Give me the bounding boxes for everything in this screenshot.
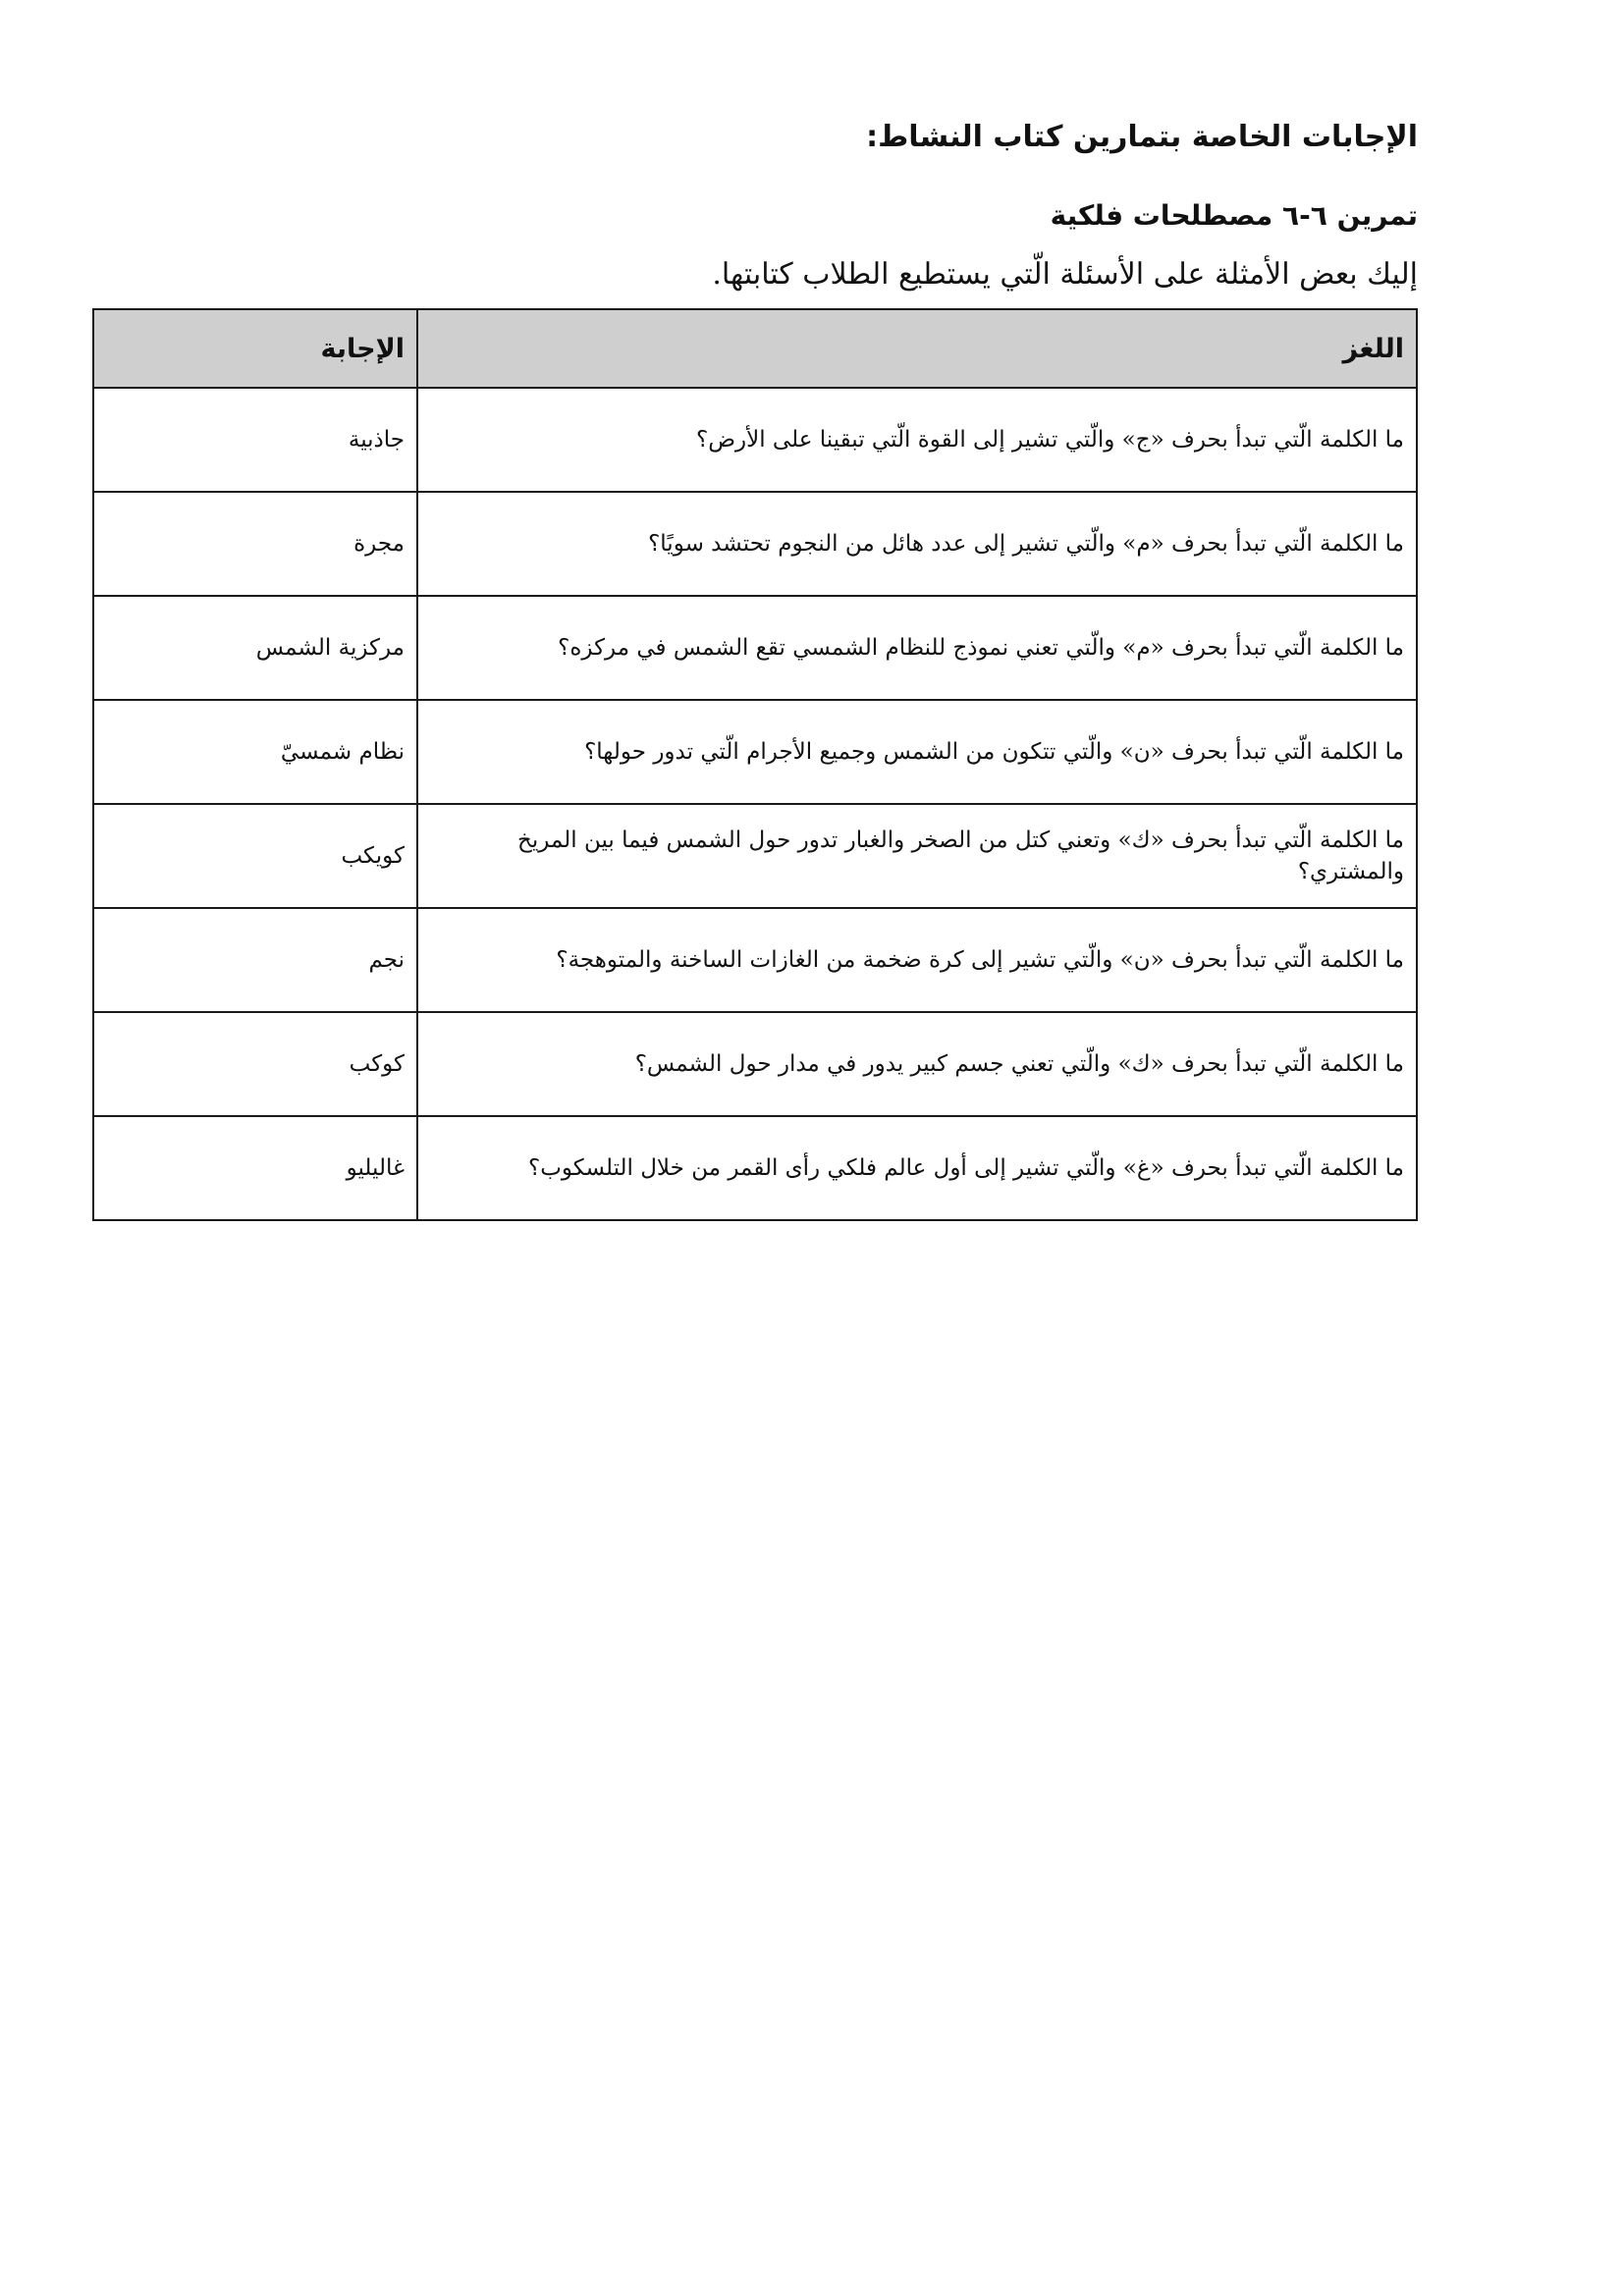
- table-row: [93, 1012, 1417, 1116]
- exercise-title: تمرين ٦-٦ مصطلحات فلكية: [1050, 199, 1418, 232]
- answer-cell: نظام شمسيّ: [93, 700, 417, 804]
- answer-cell: نجم: [93, 908, 417, 1012]
- document-page: [94, 118, 1418, 1221]
- answer-cell: كوكب: [93, 1012, 417, 1116]
- puzzle-cell: ما الكلمة الّتي تبدأ بحرف «ن» والّتي تتكون من الشمس وجميع الأجرام الّتي تدور حولها؟: [417, 700, 1417, 804]
- table-header-row: [93, 309, 1417, 388]
- intro-text: إليك بعض الأمثلة على الأسئلة الّتي يستطيع الطلاب كتابتها.: [712, 257, 1418, 292]
- puzzle-cell: ما الكلمة الّتي تبدأ بحرف «ك» وتعني كتل من الصخر والغبار تدور حول الشمس فيما بين المريخ والمشتري؟: [417, 804, 1417, 908]
- page-heading: الإجابات الخاصة بتمارين كتاب النشاط:: [866, 120, 1418, 154]
- puzzle-cell: ما الكلمة الّتي تبدأ بحرف «ج» والّتي تشير إلى القوة الّتي تبقينا على الأرض؟: [417, 388, 1417, 492]
- table-row: [93, 804, 1417, 908]
- answer-cell: مركزية الشمس: [93, 596, 417, 700]
- table-row: [93, 492, 1417, 596]
- answer-column-header: الإجابة: [93, 309, 417, 388]
- answer-cell: مجرة: [93, 492, 417, 596]
- table-row: [93, 1116, 1417, 1220]
- puzzle-column-header: اللغز: [417, 309, 1417, 388]
- puzzle-cell: ما الكلمة الّتي تبدأ بحرف «ك» والّتي تعني جسم كبير يدور في مدار حول الشمس؟: [417, 1012, 1417, 1116]
- table-row: [93, 908, 1417, 1012]
- answer-cell: كويكب: [93, 804, 417, 908]
- puzzle-table: [92, 308, 1418, 1221]
- puzzle-cell: ما الكلمة الّتي تبدأ بحرف «ن» والّتي تشير إلى كرة ضخمة من الغازات الساخنة والمتوهجة؟: [417, 908, 1417, 1012]
- puzzle-cell: ما الكلمة الّتي تبدأ بحرف «م» والّتي تشير إلى عدد هائل من النجوم تحتشد سويًا؟: [417, 492, 1417, 596]
- table-row: [93, 596, 1417, 700]
- table-row: [93, 388, 1417, 492]
- puzzle-cell: ما الكلمة الّتي تبدأ بحرف «م» والّتي تعني نموذج للنظام الشمسي تقع الشمس في مركزه؟: [417, 596, 1417, 700]
- answer-cell: غاليليو: [93, 1116, 417, 1220]
- puzzle-cell: ما الكلمة الّتي تبدأ بحرف «غ» والّتي تشير إلى أول عالم فلكي رأى القمر من خلال التلسكوب؟: [417, 1116, 1417, 1220]
- answer-cell: جاذبية: [93, 388, 417, 492]
- table-row: [93, 700, 1417, 804]
